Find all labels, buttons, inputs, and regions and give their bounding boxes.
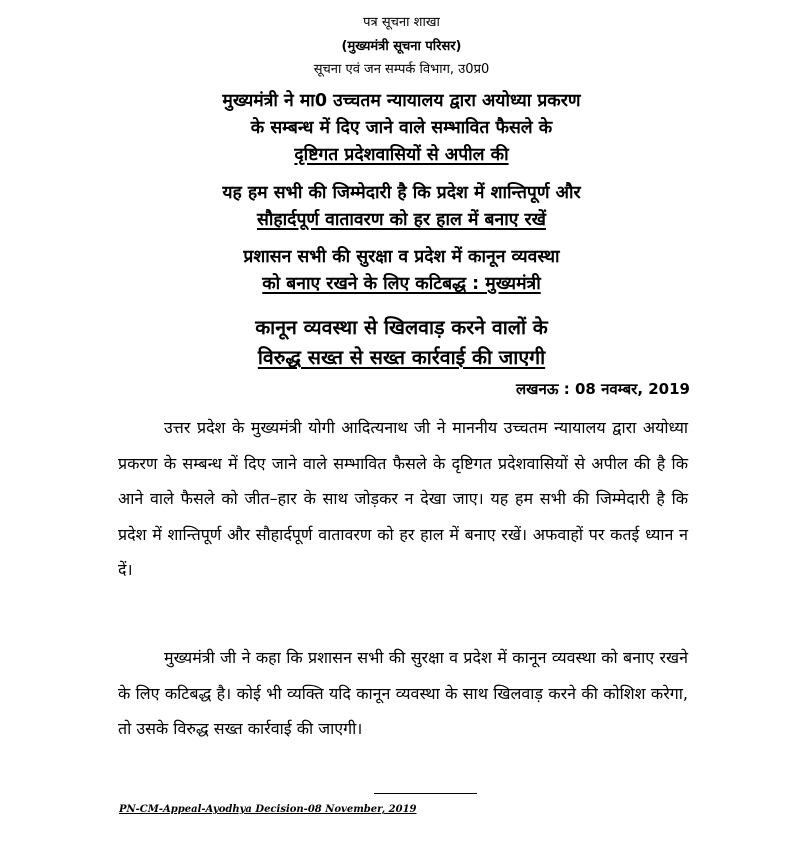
end-divider xyxy=(374,793,477,794)
headline-administration-line-2: को बनाए रखने के लिए कटिबद्ध : मुख्यमंत्री xyxy=(262,274,541,294)
headline-main xyxy=(0,88,803,169)
headline-responsibility-line-2: सौहार्दपूर्ण वातावरण को हर हाल में बनाए रखें xyxy=(257,210,546,230)
document-reference: PN-CM-Appeal-Ayodhya Decision-08 November, 2019 xyxy=(119,804,417,815)
headline-strict-action xyxy=(0,313,803,373)
department-branch-title: पत्र सूचना शाखा xyxy=(363,15,440,30)
headline-main-line-3: दृष्टिगत प्रदेशवासियों से अपील की xyxy=(294,145,509,165)
department-name: सूचना एवं जन सम्पर्क विभाग, उ0प्र0 xyxy=(313,62,490,77)
headline-strict-action-line-2: विरुद्ध सख्त से सख्त कार्रवाई की जाएगी xyxy=(257,346,546,369)
body-paragraph-1: उत्तर प्रदेश के मुख्यमंत्री योगी आदित्यनाथ जी ने माननीय उच्चतम न्यायालय द्वारा अयोध्या प्रकरण के सम्बन्ध में दिए जाने वाले सम्भावित फैसले के दृष्टिगत प्रदेशवासियों से अपील की है कि आने वाले फैसले को जीत–हार के साथ जोड़कर न देखा जाए। यह हम सभी की जिम्मेदारी है कि प्रदेश में शान्तिपूर्ण और सौहार्दपूर्ण वातावरण को हर हाल में बनाए रखें। अफवाहों पर कतई ध्यान न दें। xyxy=(118,418,688,579)
headline-responsibility-line-1: यह हम सभी की जिम्मेदारी है कि प्रदेश में शान्तिपूर्ण और xyxy=(222,183,581,203)
body-paragraph-2: मुख्यमंत्री जी ने कहा कि प्रशासन सभी की सुरक्षा व प्रदेश में कानून व्यवस्था को बनाए रखने के लिए कटिबद्ध है। कोई भी व्यक्ति यदि कानून व्यवस्था के साथ खिलवाड़ करने की कोशिश करेगा, तो उसके विरुद्ध सख्त कार्रवाई की जाएगी। xyxy=(118,648,688,738)
headline-administration xyxy=(0,244,803,298)
headline-strict-action-line-1: कानून व्यवस्था से खिलवाड़ करने वालों के xyxy=(255,316,548,339)
office-name: (मुख्यमंत्री सूचना परिसर) xyxy=(341,39,462,54)
headline-main-line-2: के सम्बन्ध में दिए जाने वाले सम्भावित फैसले के xyxy=(250,118,553,138)
dateline: लखनऊ : 08 नवम्बर, 2019 xyxy=(516,380,690,398)
headline-responsibility xyxy=(0,180,803,234)
headline-administration-line-1: प्रशासन सभी की सुरक्षा व प्रदेश में कानून व्यवस्था xyxy=(243,247,560,267)
headline-main-line-1: मुख्यमंत्री ने मा0 उच्चतम न्यायालय द्वारा अयोध्या प्रकरण xyxy=(222,91,581,111)
